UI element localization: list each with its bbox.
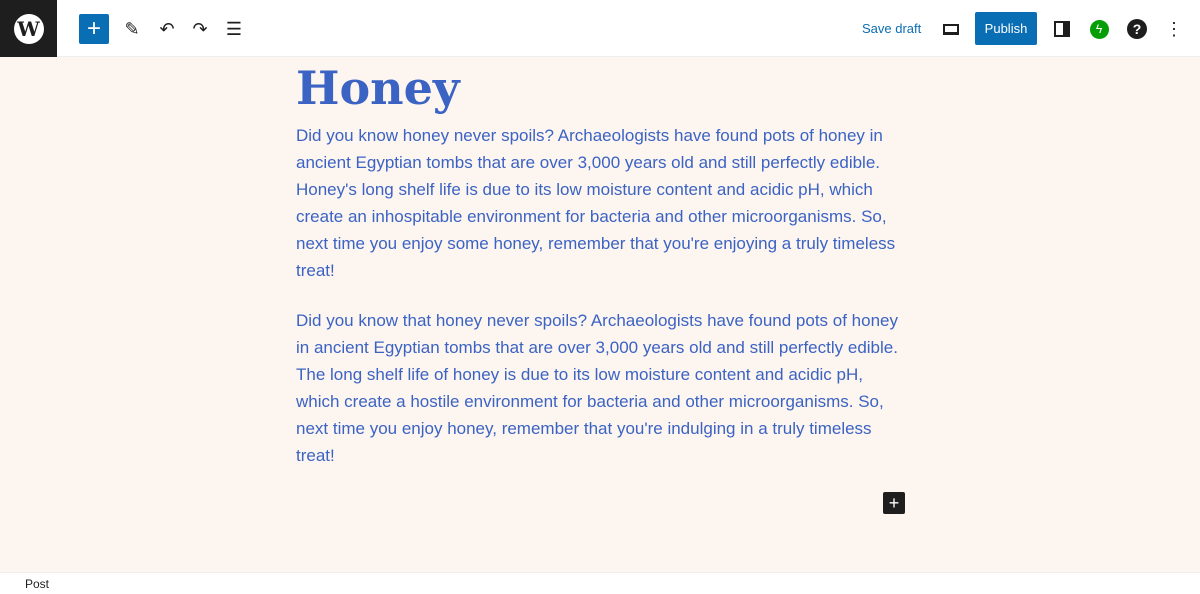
breadcrumb[interactable] (0, 572, 1200, 594)
post-title[interactable]: Honey (296, 61, 460, 115)
paragraph-block[interactable]: Did you know that honey never spoils? Archaeologists have found pots of honey in ancient Egyptian tombs that are over 3,000 years old and still perfectly edible. The long shelf life of honey is due to its low moisture content and acidic pH, which create a hostile environment for bacteria and other microorganisms. So, next time you enjoy honey, remember that you're indulging in a truly timeless treat! (296, 311, 898, 465)
undo-icon[interactable]: ↶ (159, 18, 175, 39)
add-block-button[interactable]: + (79, 14, 109, 44)
breadcrumb-post[interactable]: Post (25, 577, 50, 591)
paragraph-block[interactable]: Did you know honey never spoils? Archaeologists have found pots of honey in ancient Egyptian tombs that are over 3,000 years old and still perfectly edible. Honey's long shelf life is due to its low moisture content and acidic pH, which create an inhospitable environment for bacteria and other microorganisms. So, next time you enjoy some honey, remember that you're enjoying a truly timeless treat! (296, 126, 896, 280)
settings-sidebar-icon[interactable] (1052, 14, 1072, 44)
help-icon[interactable]: ? (1126, 14, 1148, 44)
preview-icon[interactable] (940, 14, 962, 44)
wordpress-logo-button[interactable] (0, 0, 57, 57)
publish-button[interactable]: Publish (975, 12, 1037, 45)
save-draft-button[interactable]: Save draft (862, 21, 922, 36)
pencil-tools-icon[interactable]: ✎ (124, 18, 140, 39)
jetpack-icon[interactable]: ϟ (1089, 14, 1109, 44)
wordpress-icon: W (14, 14, 44, 44)
redo-icon[interactable]: ↷ (192, 18, 208, 39)
more-options-icon[interactable]: ⋮ (1165, 18, 1183, 39)
add-block-inline-button[interactable]: + (883, 492, 905, 514)
editor-toolbar (0, 0, 1200, 57)
list-view-icon[interactable]: ☰ (225, 18, 243, 39)
